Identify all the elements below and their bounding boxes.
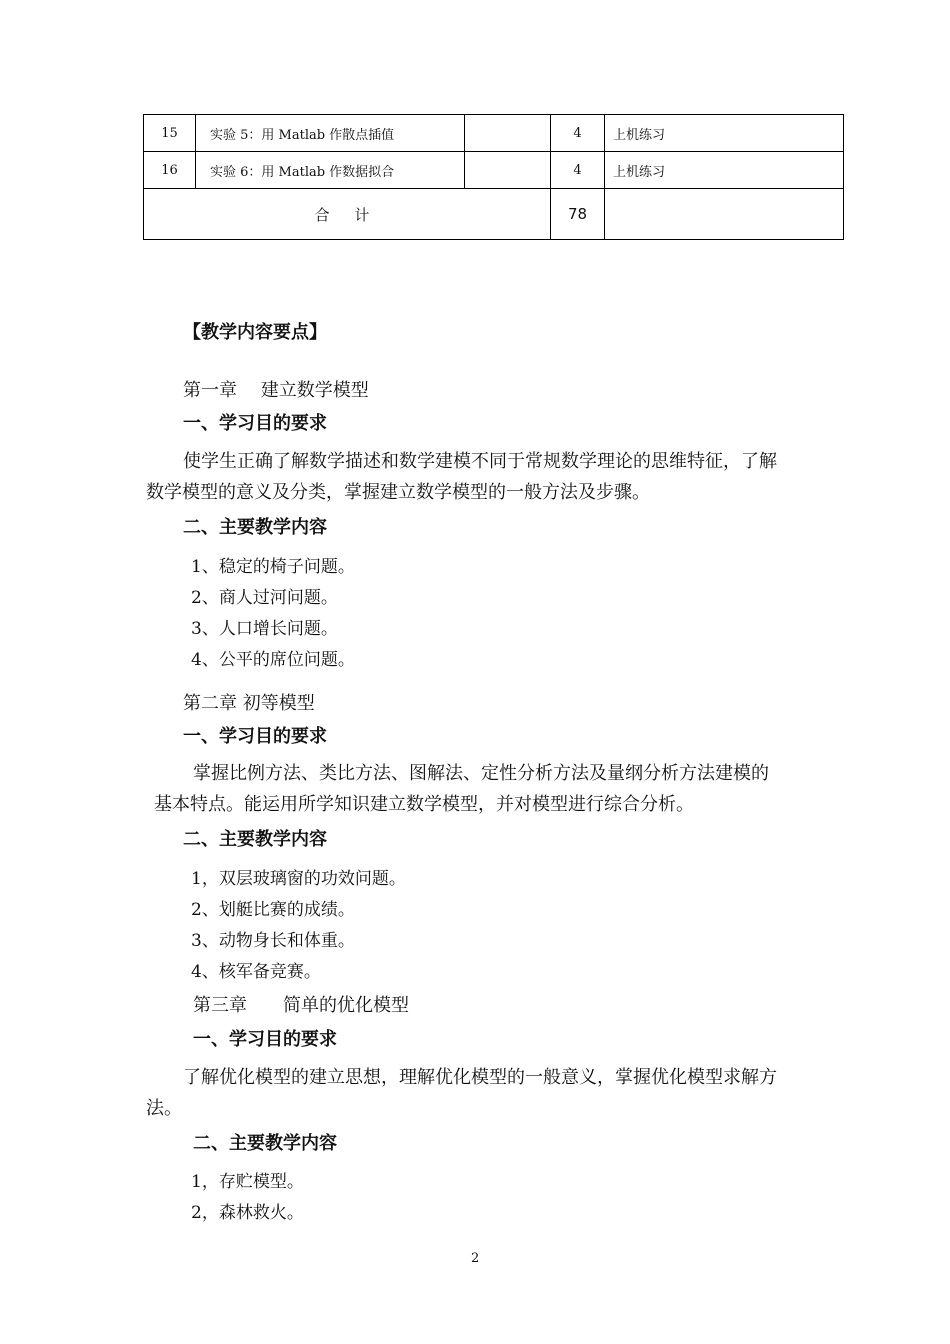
list-item: 4、核军备竞赛。	[191, 962, 321, 982]
chapter-1-goals-line-2: 数学模型的意义及分类，掌握建立数学模型的一般方法及步骤。	[146, 482, 650, 503]
chapter-3-heading-goals: 一、学习目的要求	[193, 1029, 337, 1050]
empty-cell	[465, 152, 551, 189]
chapter-1-heading-goals: 一、学习目的要求	[183, 413, 327, 434]
list-item: 3、人口增长问题。	[191, 619, 338, 639]
total-value: 78	[551, 189, 605, 240]
schedule-table	[143, 114, 844, 240]
chapter-2-heading-content: 二、主要教学内容	[183, 829, 327, 850]
chapter-2-heading-goals: 一、学习目的要求	[183, 726, 327, 747]
total-label: 合 计	[144, 189, 551, 240]
list-item: 2、划艇比赛的成绩。	[191, 900, 355, 920]
experiment-name: 实验 5：用 Matlab 作散点插值	[196, 115, 465, 152]
empty-cell	[465, 115, 551, 152]
chapter-3-heading-content: 二、主要教学内容	[193, 1133, 337, 1154]
list-item: 4、公平的席位问题。	[191, 650, 355, 670]
mode-cell: 上机练习	[605, 115, 844, 152]
chapter-2-goals-line-1: 掌握比例方法、类比方法、图解法、定性分析方法及量纲分析方法建模的	[193, 763, 769, 784]
page-number: 2	[471, 1251, 480, 1266]
section-title: 【教学内容要点】	[183, 322, 327, 343]
table-row	[144, 152, 844, 189]
chapter-3-goals-line-1: 了解优化模型的建立思想，理解优化模型的一般意义，掌握优化模型求解方	[183, 1067, 777, 1088]
list-item: 1、稳定的椅子问题。	[191, 557, 355, 577]
chapter-1-goals-line-1: 使学生正确了解数学描述和数学建模不同于常规数学理论的思维特征，了解	[183, 451, 777, 472]
list-item: 3、动物身长和体重。	[191, 931, 355, 951]
empty-cell	[605, 189, 844, 240]
chapter-1-heading-content: 二、主要教学内容	[183, 517, 327, 538]
row-number: 16	[144, 152, 196, 189]
chapter-2-title: 第二章 初等模型	[183, 693, 315, 714]
list-item: 1，双层玻璃窗的功效问题。	[191, 869, 406, 889]
list-item: 1，存贮模型。	[191, 1172, 304, 1192]
total-row	[144, 189, 844, 240]
table-row	[144, 115, 844, 152]
hours-cell: 4	[551, 152, 605, 189]
mode-cell: 上机练习	[605, 152, 844, 189]
chapter-3-title: 第三章 简单的优化模型	[193, 995, 409, 1016]
chapter-1-title: 第一章 建立数学模型	[183, 380, 369, 401]
chapter-3-goals-line-2: 法。	[146, 1098, 182, 1119]
chapter-2-goals-line-2: 基本特点。能运用所学知识建立数学模型，并对模型进行综合分析。	[154, 794, 694, 815]
hours-cell: 4	[551, 115, 605, 152]
experiment-name: 实验 6：用 Matlab 作数据拟合	[196, 152, 465, 189]
list-item: 2、商人过河问题。	[191, 588, 338, 608]
row-number: 15	[144, 115, 196, 152]
list-item: 2，森林救火。	[191, 1203, 304, 1223]
